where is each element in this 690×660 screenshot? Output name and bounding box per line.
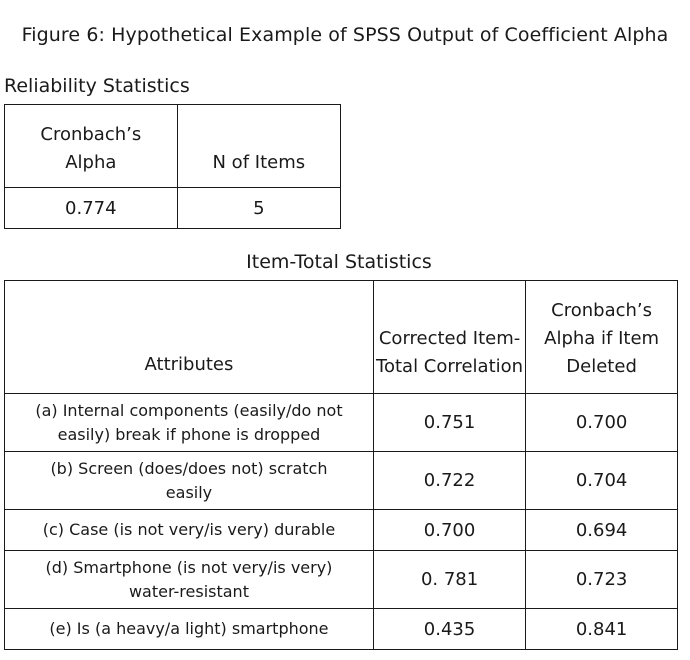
table-row xyxy=(5,394,678,452)
alpha-deleted-cell: 0.841 xyxy=(526,609,678,650)
col-alpha-if-deleted: Cronbach’s Alpha if Item Deleted xyxy=(526,281,678,394)
table-row xyxy=(5,551,678,609)
corrected-cell: 0. 781 xyxy=(373,551,525,609)
alpha-deleted-cell: 0.704 xyxy=(526,452,678,510)
corrected-cell: 0.722 xyxy=(373,452,525,510)
figure-title: Figure 6: Hypothetical Example of SPSS Output of Coefficient Alpha xyxy=(21,24,669,46)
table-row xyxy=(5,452,678,510)
col-attributes: Attributes xyxy=(5,281,374,394)
alpha-deleted-cell: 0.694 xyxy=(526,510,678,551)
corrected-cell: 0.435 xyxy=(373,609,525,650)
corrected-cell: 0.700 xyxy=(373,510,525,551)
reliability-heading: Reliability Statistics xyxy=(4,75,190,97)
attribute-cell: (d) Smartphone (is not very/is very) water-resistant xyxy=(5,551,374,609)
reliability-value-row xyxy=(5,188,341,229)
attribute-cell: (b) Screen (does/does not) scratch easily xyxy=(5,452,374,510)
col-corrected-correlation: Corrected Item-Total Correlation xyxy=(373,281,525,394)
item-total-header-row xyxy=(5,281,678,394)
col-cronbach-alpha: Cronbach’s Alpha xyxy=(5,105,178,188)
item-total-table xyxy=(4,280,678,650)
table-row xyxy=(5,510,678,551)
alpha-deleted-cell: 0.700 xyxy=(526,394,678,452)
table-row xyxy=(5,609,678,650)
alpha-deleted-cell: 0.723 xyxy=(526,551,678,609)
attribute-cell: (a) Internal components (easily/do not easily) break if phone is dropped xyxy=(5,394,374,452)
n-items-value: 5 xyxy=(177,188,340,229)
reliability-table xyxy=(4,104,341,229)
reliability-header-row xyxy=(5,105,341,188)
corrected-cell: 0.751 xyxy=(373,394,525,452)
col-n-of-items: N of Items xyxy=(177,105,340,188)
item-total-heading: Item-Total Statistics xyxy=(246,251,432,273)
attribute-cell: (c) Case (is not very/is very) durable xyxy=(5,510,374,551)
alpha-value: 0.774 xyxy=(5,188,178,229)
attribute-cell: (e) Is (a heavy/a light) smartphone xyxy=(5,609,374,650)
